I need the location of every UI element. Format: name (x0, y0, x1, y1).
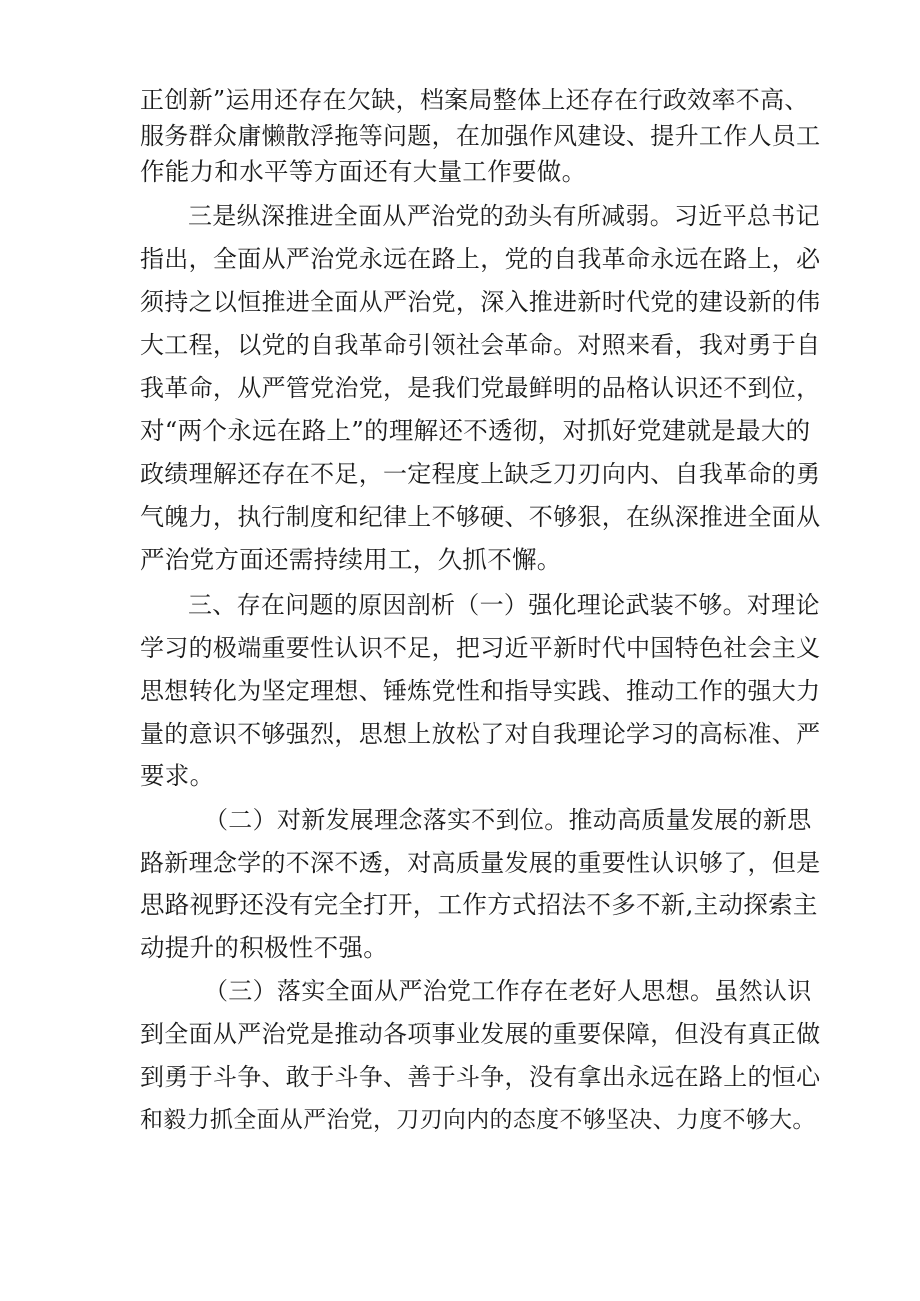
text-line: 学习的极端重要性认识不足，把习近平新时代中国特色社会主义 (140, 634, 821, 662)
text-line: 要求。 (140, 761, 215, 790)
text-line: （三）落实全面从严治党工作存在老好人思想。虽然认识 (204, 977, 812, 1005)
text-line: 三、存在问题的原因剖析（一）强化理论武装不够。对理论 (188, 591, 820, 619)
text-line: 量的意识不够强烈，思想上放松了对自我理论学习的高标准、严 (140, 720, 821, 748)
text-line: 严治党方面还需持续用工，久抓不懈。 (140, 545, 562, 574)
text-line: 动提升的积极性不强。 (140, 933, 388, 962)
text-line: 大工程，以党的自我革命引领社会革命。对照来看，我对勇于自 (140, 331, 821, 359)
text-line: 气魄力，执行制度和纪律上不够硬、不够狠，在纵深推进全面从 (140, 503, 821, 531)
text-line: （二）对新发展理念落实不到位。推动高质量发展的新思 (204, 806, 812, 834)
text-line: 到全面从严治党是推动各项事业发展的重要保障，但没有真正做 (140, 1020, 821, 1048)
text-line: 政绩理解还存在不足，一定程度上缺乏刀刃向内、自我革命的勇 (140, 460, 821, 488)
text-line: 对“两个永远在路上”的理解还不透彻，对抓好党建就是最大的 (140, 416, 811, 445)
text-line: 路新理念学的不深不透，对高质量发展的重要性认识够了，但是 (140, 849, 821, 877)
text-line: 三是纵深推进全面从严治党的劲头有所减弱。习近平总书记 (188, 202, 820, 230)
text-line: 和毅力抓全面从严治党，刀刃向内的态度不够坚决、力度不够大。 (140, 1107, 816, 1133)
text-line: 须持之以恒推进全面从严治党，深入推进新时代党的建设新的伟 (140, 288, 821, 316)
text-line: 思路视野还没有完全打开，工作方式招法不多不新,主动探索主 (140, 890, 818, 919)
text-line: 作能力和水平等方面还有大量工作要做。 (140, 157, 587, 186)
text-line: 正创新”运用还存在欠缺，档案局整体上还存在行政效率不高、 (140, 86, 809, 114)
text-line: 思想转化为坚定理想、锤炼党性和指导实践、推动工作的强大力 (140, 677, 821, 705)
text-line: 指出，全面从严治党永远在路上，党的自我革命永远在路上，必 (140, 245, 821, 273)
text-line: 到勇于斗争、敢于斗争、善于斗争，没有拿出永远在路上的恒心 (140, 1063, 821, 1091)
text-line: 服务群众庸懒散浮拖等问题，在加强作风建设、提升工作人员工 (140, 122, 821, 150)
text-line: 我革命，从严管党治党，是我们党最鲜明的品格认识还不到位， (140, 374, 821, 402)
